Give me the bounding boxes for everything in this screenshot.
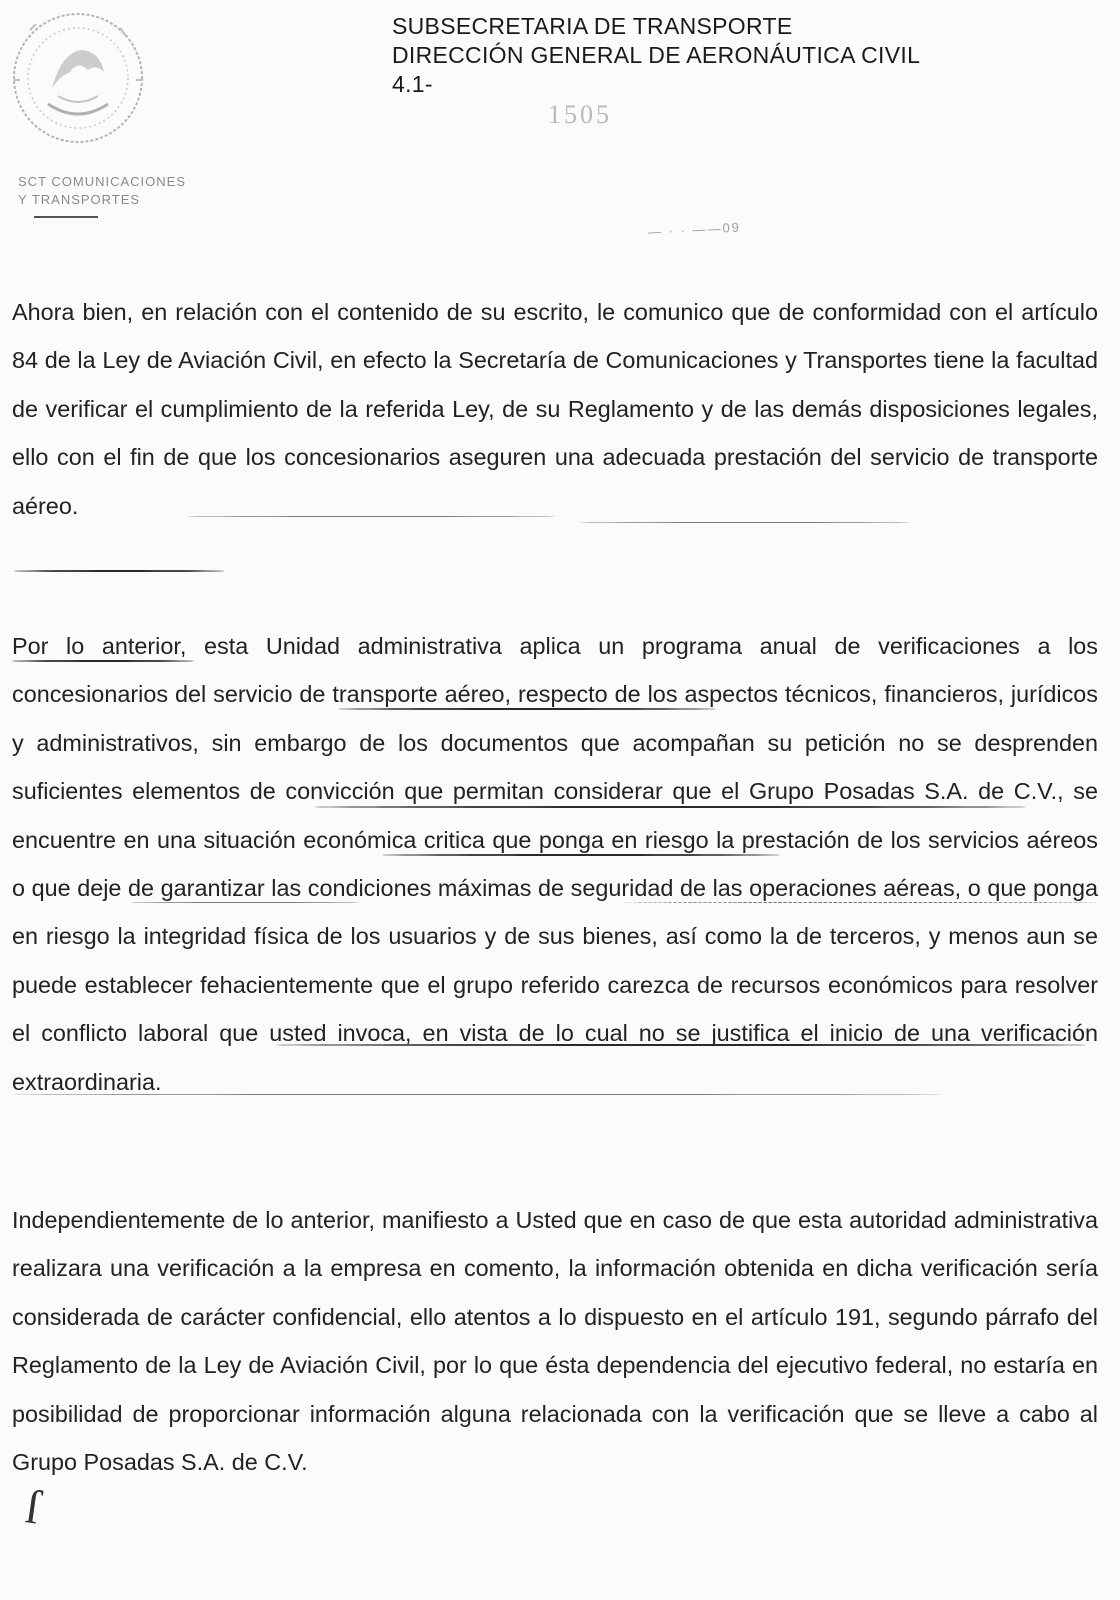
received-stamp-date: — · · ——09 bbox=[647, 219, 742, 240]
paragraph-1-block bbox=[12, 288, 1098, 530]
seal-underline bbox=[34, 216, 98, 218]
paragraph-2: Por lo anterior, esta Unidad administrativa aplica un programa anual de verificaciones a los concesionarios del servicio de transporte aéreo, respecto de los aspectos técnicos, financieros, jurídicos y administrativos, sin embargo de los documentos que acompañan su petición no se desprenden suficientes elementos de convicción que permitan considerar que el Grupo Posadas S.A. de C.V., se encuentre en una situación económica critica que ponga en riesgo la prestación de los servicios aéreos o que deje de garantizar las condiciones máximas de seguridad de las operaciones aéreas, o que ponga en riesgo la integridad física de los usuarios y de sus bienes, así como la de terceros, y menos aun se puede establecer fehacientemente que el grupo referido carezca de recursos económicos para resolver el conflicto laboral que usted invoca, en vista de lo cual no se justifica el inicio de una verificación extraordinaria. bbox=[12, 633, 1098, 1095]
received-stamp-number: 1505 bbox=[548, 100, 612, 129]
pen-underline bbox=[130, 902, 360, 903]
pen-underline bbox=[580, 522, 910, 523]
paragraph-3-block bbox=[12, 1196, 1098, 1486]
paragraph-3: Independientemente de lo anterior, manifiesto a Usted que en caso de que esta autoridad administrativa realizara una verificación a la empresa en comento, la información obtenida en dicha verificación sería considerada de carácter confidencial, ello atentos a lo dispuesto en el artículo 191, segundo párrafo del Reglamento de la Ley de Aviación Civil, por lo que ésta dependencia del ejecutivo federal, no estaría en posibilidad de proporcionar información alguna relacionada con la verificación que se lleve a cabo al Grupo Posadas S.A. de C.V. bbox=[12, 1207, 1098, 1476]
pen-underline bbox=[10, 1094, 944, 1095]
header-subsecretaria: SUBSECRETARIA DE TRANSPORTE bbox=[392, 13, 793, 39]
pen-underline bbox=[186, 516, 556, 517]
government-seal bbox=[0, 0, 200, 220]
pen-underline bbox=[382, 854, 780, 856]
header-reference: 4.1- bbox=[392, 71, 433, 97]
header-direccion: DIRECCIÓN GENERAL DE AERONÁUTICA CIVIL bbox=[392, 42, 921, 68]
pen-underline bbox=[276, 1044, 1086, 1046]
handwritten-mark: ſ bbox=[22, 1480, 43, 1535]
pen-underline bbox=[14, 570, 224, 572]
letterhead bbox=[392, 12, 920, 99]
seal-text-line2: Y TRANSPORTES bbox=[18, 192, 141, 207]
pen-underline bbox=[338, 708, 716, 710]
pen-underline bbox=[12, 660, 194, 662]
pen-underline bbox=[620, 902, 1098, 903]
paragraph-2-block bbox=[12, 622, 1098, 1106]
coat-of-arms-icon bbox=[0, 0, 200, 170]
pen-underline bbox=[314, 806, 1026, 808]
seal-text-line1: SCT COMUNICACIONES bbox=[18, 174, 186, 189]
paragraph-1: Ahora bien, en relación con el contenido de su escrito, le comunico que de conformidad con el artículo 84 de la Ley de Aviación Civil, en efecto la Secretaría de Comunicaciones y Transportes tiene la facultad de verificar el cumplimiento de la referida Ley, de su Reglamento y de las demás disposiciones legales, ello con el fin de que los concesionarios aseguren una adecuada prestación del servicio de transporte aéreo. bbox=[12, 299, 1098, 519]
